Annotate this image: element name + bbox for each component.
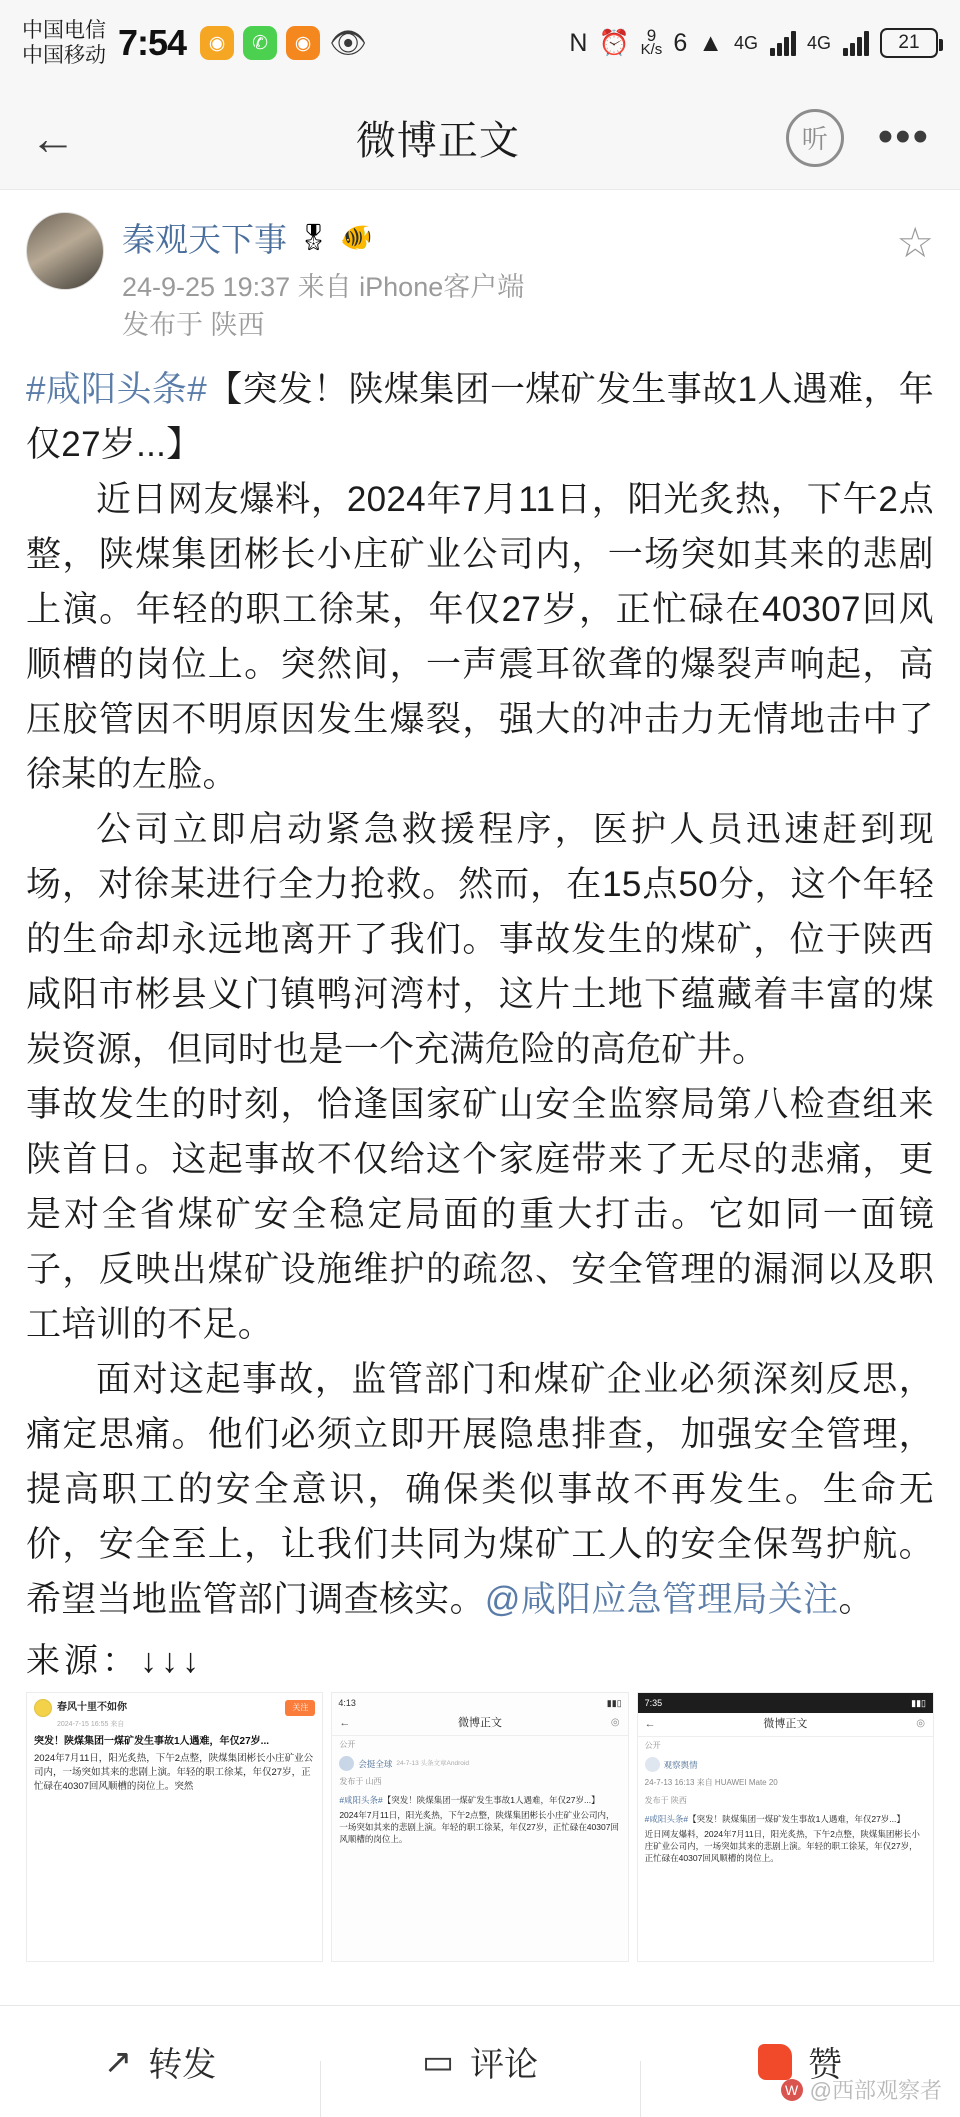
thumb3-signal-icon: ▮▮▯ — [911, 1698, 926, 1708]
signal-bars-icon-2 — [843, 30, 869, 56]
weibo-icon-2: ◉ — [286, 26, 320, 60]
post-content — [0, 190, 960, 2005]
more-dots-icon[interactable]: ••• — [877, 112, 930, 162]
data-rate-indicator — [640, 26, 663, 58]
badge-fish-icon: 🐠 — [340, 222, 373, 252]
author-name-row — [122, 214, 896, 261]
thumb3-headphone-icon: ◎ — [916, 1718, 925, 1729]
thumb2-signal-icon: ▮▮▯ — [606, 1698, 622, 1708]
status-app-icons — [200, 26, 367, 61]
thumb1-account: 春风十里不如你 — [57, 1702, 127, 1713]
like-label: 赞 — [808, 2046, 842, 2084]
nav-bar — [0, 86, 960, 190]
thumb2-statusbar — [332, 1693, 627, 1713]
thumb1-follow-button: 关注 — [285, 1700, 315, 1716]
repost-button[interactable] — [0, 2037, 320, 2086]
thumb2-navbar — [332, 1713, 627, 1736]
thumb2-author-row — [332, 1754, 627, 1773]
thumb1-header — [34, 1699, 315, 1717]
source-label: 来源：↓↓↓ — [26, 1642, 203, 1680]
thumb1-text: 2024年7月11日，阳光炙热，下午2点整，陕煤集团彬长小庄矿业公司内，一场突如其来的悲剧上演。年轻的职工徐某，年仅27岁，正忙碌在40307回风顺槽的岗位上。突然 — [34, 1753, 314, 1792]
thumb3-author-row — [638, 1755, 933, 1774]
thumb1-fade — [27, 1915, 322, 1961]
battery-indicator: 21 — [880, 28, 938, 58]
status-system-icons — [569, 28, 938, 58]
wechat-icon: ✆ — [243, 26, 277, 60]
thumb3-meta: 24-7-13 16:13 来自 HUAWEI Mate 20 — [644, 1778, 778, 1787]
thumb2-public-label: 公开 — [339, 1740, 356, 1749]
post-paragraph-3: 事故发生的时刻，恰逢国家矿山安全监察局第八检查组来陕首日。这起事故不仅给这个家庭带来了无尽的悲痛，更是对全省煤矿安全稳定局面的重大打击。它如同一面镜子，反映出煤矿设施维护的疏忽、安全管理的漏洞以及职工培训的不足。 — [26, 1085, 934, 1344]
mention-link[interactable]: @咸阳应急管理局关注 — [484, 1580, 839, 1619]
thumb3-account: 观察舆情 — [663, 1759, 698, 1770]
watermark — [781, 2074, 942, 2105]
comment-label: 评论 — [470, 2046, 539, 2084]
nav-actions — [786, 109, 930, 167]
thumb3-statusbar — [638, 1693, 933, 1713]
star-outline-icon[interactable]: ☆ — [896, 219, 934, 266]
thumb2-back-icon: ← — [339, 1717, 351, 1729]
data-rate-unit: K/s — [640, 41, 663, 58]
data-rate-value: 9 — [646, 26, 657, 45]
comment-button[interactable] — [320, 2037, 640, 2086]
weibo-logo-icon: W — [781, 2079, 803, 2101]
thumb1-date: 2024-7-15 16:55 来自 — [57, 1721, 125, 1728]
post-paragraph-4-text: 面对这起事故，监管部门和煤矿企业必须深刻反思，痛定思痛。他们必须立即开展隐患排查，加强安全管理，提高职工的安全意识，确保类似事故不再发生。生命无价，安全至上，让我们共同为煤矿工人的安全保驾护航。希望当地监管部门调查核实。 — [26, 1360, 934, 1619]
thumb2-time: 4:13 — [338, 1698, 356, 1708]
thumb2-body — [332, 1791, 627, 1806]
thumb3-avatar — [645, 1757, 660, 1772]
mention-suffix: 。 — [838, 1580, 874, 1619]
wifi-icon: ▲ — [698, 28, 723, 57]
post-source: 来自 iPhone客户端 — [297, 272, 525, 302]
thumb2-headphone-icon: ◎ — [610, 1717, 620, 1728]
carrier-labels — [22, 18, 106, 68]
post-paragraph-2: 公司立即启动紧急救援程序，医护人员迅速赶到现场，对徐某进行全力抢救。然而，在15点50分，这个年轻的生命却永远地离开了我们。事故发生的煤矿，位于陕西咸阳市彬县义门镇鸭河湾村，这片土地下蕴藏着丰富的煤炭资源，但同时也是一个充满危险的高危矿井。 — [26, 810, 934, 1069]
thumb1-title: 突发！陕煤集团一煤矿发生事故1人遇难，年仅27岁... — [34, 1736, 270, 1747]
listen-icon[interactable]: 听 — [786, 109, 844, 167]
thumb2-nav-title: 微博正文 — [457, 1717, 502, 1729]
thumb2-account: 会挺全球 — [358, 1758, 393, 1769]
status-clock: 7:54 — [118, 22, 187, 63]
carrier-bottom: 中国移动 — [22, 44, 106, 67]
thumb2-headline: 【突发！陕煤集团一煤矿发生事故1人遇难，年仅27岁...】 — [382, 1795, 600, 1805]
post-location: 发布于 陕西 — [122, 310, 265, 340]
page-title: 微博正文 — [355, 119, 520, 163]
thumb3-navbar — [638, 1713, 933, 1737]
author-row — [22, 190, 938, 352]
network-label-1: 4G — [733, 32, 758, 53]
thumb-weibo-detail-light[interactable] — [331, 1692, 628, 1962]
weibo-icon: ◉ — [200, 26, 234, 60]
repost-label: 转发 — [148, 2046, 217, 2084]
post-paragraph-4 — [26, 1352, 934, 1627]
image-grid — [22, 1682, 938, 1962]
thumb2-avatar — [339, 1756, 354, 1771]
network-label-2: 4G — [806, 32, 831, 53]
eye-icon: 👁 — [329, 26, 368, 60]
repost-icon: ↗ — [103, 2042, 133, 2081]
thumb-weibo-detail-dark[interactable] — [637, 1692, 934, 1962]
watermark-text: @西部观察者 — [809, 2078, 942, 2103]
nfc-icon: N — [569, 28, 588, 57]
post-timestamp: 24-9-25 19:37 — [122, 272, 291, 302]
comment-icon: ▭ — [421, 2042, 455, 2081]
thumb3-location: 发布于 陕西 — [644, 1796, 687, 1805]
thumb-weibo-card[interactable] — [26, 1692, 323, 1962]
thumb3-text: 近日网友爆料，2024年7月11日，阳光炙热，下午2点整，陕煤集团彬长小庄矿业公司内，一场突如其来的悲剧上演。年轻的职工徐某，年仅27岁，正忙碌在40307回风顺槽的岗位上。 — [644, 1829, 920, 1863]
thumb3-back-icon: ← — [644, 1718, 656, 1730]
status-bar — [0, 0, 960, 86]
thumb2-location: 发布于 山西 — [339, 1777, 382, 1786]
carrier-top: 中国电信 — [22, 19, 106, 42]
avatar[interactable] — [26, 212, 104, 290]
thumb3-body — [638, 1810, 933, 1825]
thumb2-meta: 24-7-13 头条文章Android — [396, 1759, 469, 1767]
signal-strength-label: 6 — [673, 28, 688, 57]
author-info — [122, 212, 896, 344]
thumb3-topic: #咸阳头条# — [644, 1814, 689, 1824]
thumb1-avatar — [34, 1699, 52, 1717]
thumb3-nav-title: 微博正文 — [763, 1718, 808, 1730]
thumb3-time: 7:35 — [644, 1698, 663, 1708]
post-paragraph-1: 近日网友爆料，2024年7月11日，阳光炙热，下午2点整，陕煤集团彬长小庄矿业公司内，一场突如其来的悲剧上演。年轻的职工徐某，年仅27岁，正忙碌在40307回风顺槽的岗位上。突然间，一声震耳欲聋的爆裂声响起，高压胶管因不明原因发生爆裂，强大的冲击力无情地击中了徐某的左脸。 — [26, 480, 934, 794]
post-text — [22, 352, 938, 1627]
back-arrow-icon[interactable]: ← — [30, 111, 76, 164]
post-headline: 【突发！陕煤集团一煤矿发生事故1人遇难，年仅27岁...】 — [26, 370, 934, 464]
thumb2-text: 2024年7月11日，阳光炙热，下午2点整，陕煤集团彬长小庄矿业公司内，一场突如其来的悲剧上演。年轻的职工徐某，年仅27岁，正忙碌在40307回风顺槽的岗位上。 — [339, 1810, 619, 1844]
thumb3-public-label: 公开 — [644, 1741, 661, 1750]
thumb3-headline: 【突发！陕煤集团一煤矿发生事故1人遇难，年仅27岁...】 — [688, 1814, 905, 1824]
thumb2-topic: #咸阳头条# — [339, 1795, 383, 1805]
author-name[interactable]: 秦观天下事 — [122, 221, 287, 258]
alarm-icon: ⏰ — [598, 28, 630, 57]
signal-bars-icon-1 — [770, 30, 796, 56]
post-topic-tag[interactable]: #咸阳头条# — [26, 370, 208, 409]
post-meta — [122, 268, 896, 306]
badge-medal-icon: 🎖 — [297, 222, 331, 252]
